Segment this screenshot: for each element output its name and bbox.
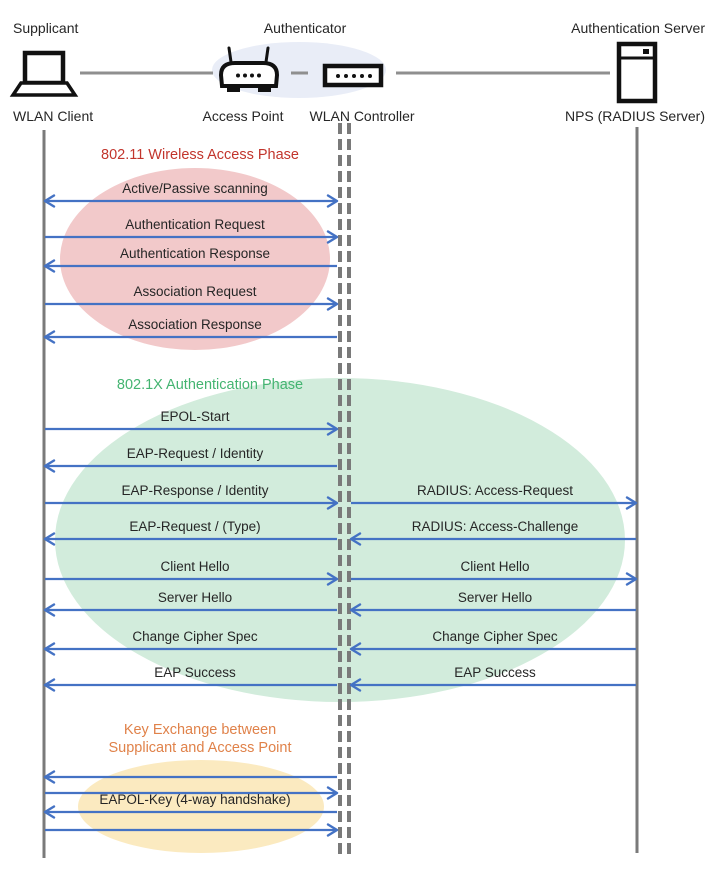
message-label: Server Hello (157, 590, 233, 605)
wlan-controller-icon (325, 66, 381, 85)
message-label: EAP-Request / Identity (126, 446, 264, 461)
phase3-title-line1: Key Exchange between (123, 722, 277, 738)
message-label: Association Response (128, 317, 262, 332)
message-label: EAP-Request / (Type) (129, 519, 261, 534)
server-icon (619, 44, 655, 101)
message-label: EAP Success (454, 665, 536, 680)
role-authenticator: Authenticator (263, 20, 347, 36)
message-label: Change Cipher Spec (132, 629, 258, 644)
phase3-title (40, 721, 360, 757)
laptop-icon (13, 53, 75, 95)
message-label: Change Cipher Spec (432, 629, 558, 644)
device-label-nps: NPS (RADIUS Server) (564, 108, 705, 124)
message-label: Active/Passive scanning (122, 181, 268, 196)
device-label-wlan-controller: WLAN Controller (309, 108, 415, 124)
message-label: EAPOL-Key (4-way handshake) (99, 792, 291, 807)
message-label: Authentication Response (119, 246, 271, 261)
access-point-icon (221, 48, 277, 92)
message-label: EPOL-Start (160, 409, 230, 424)
message-label: EAP-Response / Identity (121, 483, 269, 498)
message-label: RADIUS: Access-Challenge (411, 519, 579, 534)
phase2-title: 802.1X Authentication Phase (116, 377, 304, 393)
message-label: Client Hello (160, 559, 230, 574)
message-label: EAP Success (154, 665, 236, 680)
role-supplicant: Supplicant (13, 20, 79, 36)
message-label: RADIUS: Access-Request (416, 483, 574, 498)
device-label-access-point: Access Point (202, 108, 284, 124)
message-label: Association Request (133, 284, 257, 299)
message-label: Server Hello (457, 590, 533, 605)
phase1-title: 802.11 Wireless Access Phase (101, 147, 299, 163)
message-label: Authentication Request (125, 217, 265, 232)
role-authentication-server: Authentication Server (571, 20, 705, 36)
device-label-wlan-client: WLAN Client (13, 108, 94, 124)
message-label: Client Hello (460, 559, 530, 574)
phase3-title-line2: Supplicant and Access Point (108, 740, 292, 756)
